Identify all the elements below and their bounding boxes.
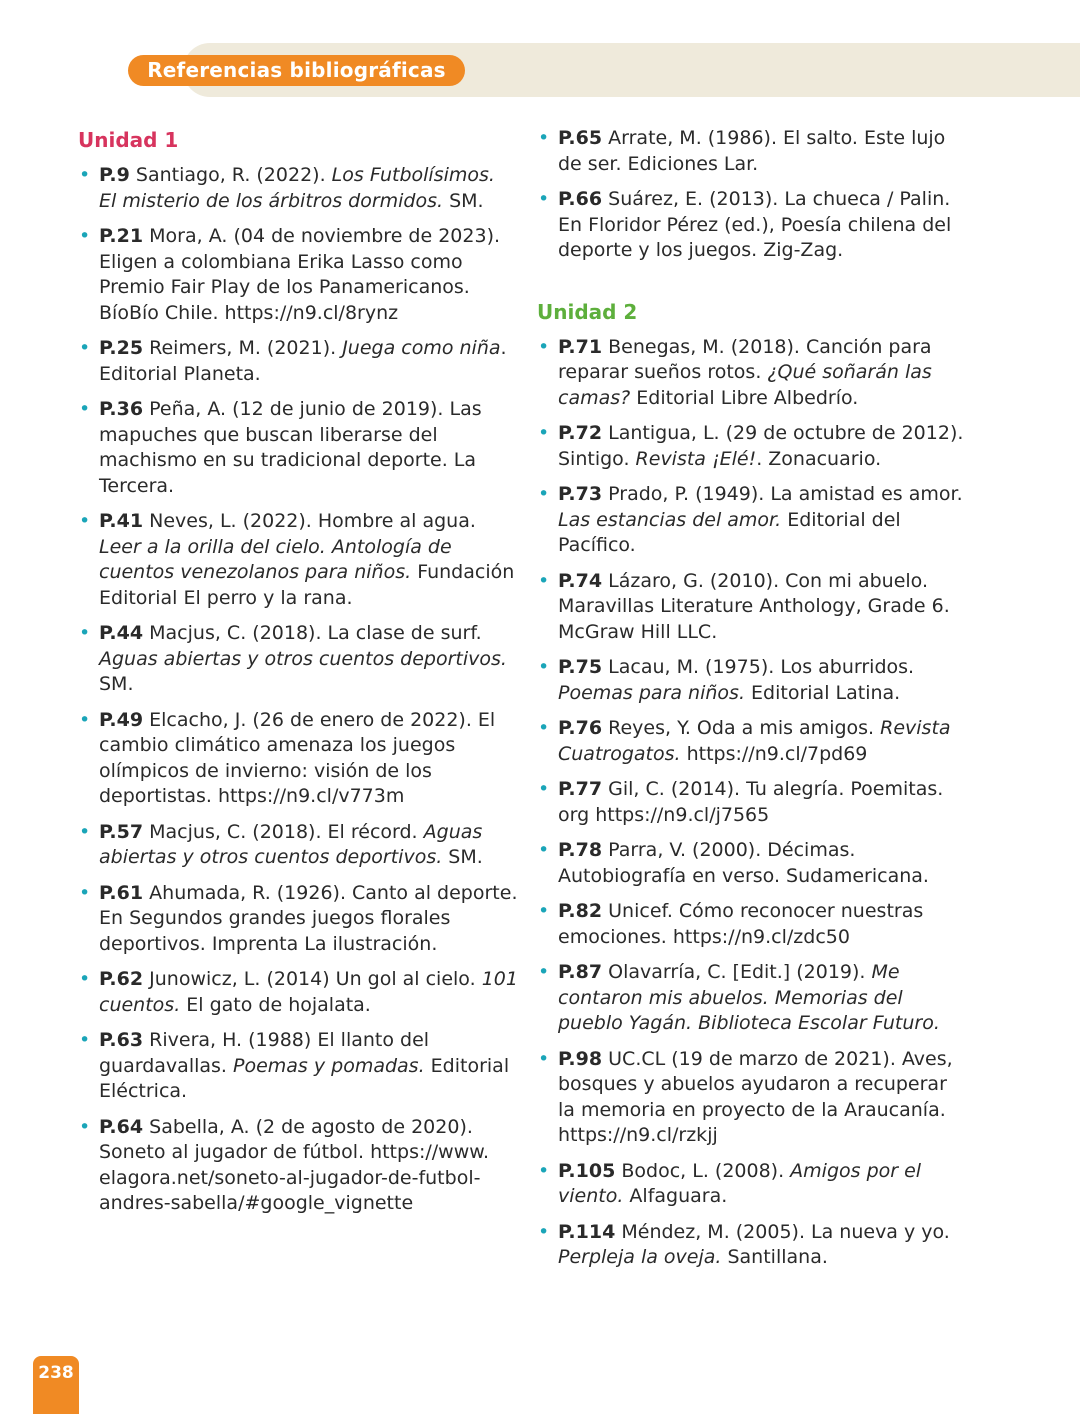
bullet-icon: • [538,717,550,739]
reference-item: • P.25 Reimers, M. (2021). Juega como niña. Editorial Planeta. [79,337,507,385]
reference-item: • P.61 Ahumada, R. (1926). Canto al deporte. En Segundos grandes juegos florales deportivos. Imprenta La ilustración. [79,881,518,955]
reference-item: • P.63 Rivera, H. (1988) El llanto del guardavallas. Poemas y pomadas. Editorial Eléctrica. [79,1029,510,1102]
section-spacer [537,274,967,298]
reference-page: P.9 [99,164,130,186]
reference-page: P.63 [99,1029,144,1051]
reference-item: • P.44 Macjus, C. (2018). La clase de surf. Aguas abiertas y otros cuentos deportivos. SM. [79,622,507,695]
reference-item: • P.78 Parra, V. (2000). Décimas. Autobiografía en verso. Sudamericana. [538,839,929,887]
reference-page: P.78 [558,839,603,861]
reference-page: P.66 [558,188,603,210]
reference-page: P.105 [558,1159,616,1182]
reference-page: P.41 [99,510,144,532]
bullet-icon: • [538,961,550,983]
reference-page: P.87 [558,961,603,983]
unit-1-title: Unidad 1 [78,128,179,152]
reference-item: • P.73 Prado, P. (1949). La amistad es amor. Las estancias del amor. Editorial del Pacífico. [538,483,963,556]
bullet-icon: • [79,225,91,247]
reference-page: P.61 [99,881,144,904]
bullet-icon: • [538,1047,550,1070]
unit-1-reference-list-continued [537,126,967,264]
reference-page: P.25 [99,337,144,359]
reference-page: P.64 [99,1115,144,1138]
page-title: Referencias bibliográficas [128,55,465,86]
bullet-icon: • [538,1159,550,1182]
bullet-icon: • [79,398,91,420]
bullet-icon: • [79,1115,91,1138]
unit-2-reference-list [537,335,967,1271]
bullet-icon: • [79,708,91,731]
reference-page: P.49 [99,708,144,731]
unit-2-title: Unidad 2 [537,299,638,324]
bullet-icon: • [538,188,550,210]
bullet-icon: • [538,1220,550,1243]
bullet-icon: • [538,422,550,444]
reference-page: P.98 [558,1047,603,1070]
bullet-icon: • [538,778,550,800]
bullet-icon: • [79,337,91,359]
bullet-icon: • [538,839,550,861]
reference-item: • P.74 Lázaro, G. (2010). Con mi abuelo. Maravillas Literature Anthology, Grade 6. McGraw Hill LLC. [538,569,950,643]
reference-page: P.62 [99,968,144,990]
reference-page: P.74 [558,569,603,592]
reference-page: P.36 [99,398,144,420]
reference-item: • P.71 Benegas, M. (2018). Canción para reparar sueños rotos. ¿Qué soñarán las camas? Editorial Libre Albedrío. [538,335,932,409]
reference-item: • P.105 Bodoc, L. (2008). Amigos por el viento. Alfaguara. [538,1159,922,1207]
reference-item: • P.77 Gil, C. (2014). Tu alegría. Poemitas. org https://n9.cl/j7565 [538,778,944,826]
reference-item: • P.62 Junowicz, L. (2014) Un gol al cielo. 101 cuentos. El gato de hojalata. [79,968,518,1016]
reference-page: P.21 [99,225,144,247]
reference-page: P.72 [558,422,603,444]
reference-item: • P.114 Méndez, M. (2005). La nueva y yo. Perpleja la oveja. Santillana. [538,1220,950,1268]
reference-item: • P.98 UC.CL (19 de marzo de 2021). Aves, bosques y abuelos ayudaron a recuperar la memoria en proyecto de la Araucanía. https://n9.cl/rzkjj [538,1047,953,1146]
bullet-icon: • [79,510,91,532]
right-column [537,126,967,1281]
reference-item: • P.76 Reyes, Y. Oda a mis amigos. Revista Cuatrogatos. https://n9.cl/7pd69 [538,717,951,765]
reference-item: • P.36 Peña, A. (12 de junio de 2019). Las mapuches que buscan liberarse del machismo en su tradicional deporte. La Tercera. [79,398,482,497]
page-number: 238 [33,1356,79,1414]
reference-page: P.73 [558,483,603,505]
reference-item: • P.57 Macjus, C. (2018). El récord. Aguas abiertas y otros cuentos deportivos. SM. [79,820,483,868]
unit-1-reference-list [78,163,518,1217]
reference-item: • P.72 Lantigua, L. (29 de octubre de 2012). Sintigo. Revista ¡Elé!. Zonacuario. [538,422,964,470]
reference-item: • P.65 Arrate, M. (1986). El salto. Este lujo de ser. Ediciones Lar. [538,127,946,175]
reference-page: P.44 [99,622,144,644]
reference-page: P.76 [558,717,603,739]
reference-item: • P.87 Olavarría, C. [Edit.] (2019). Me contaron mis abuelos. Memorias del pueblo Yagán. Biblioteca Escolar Futuro. [538,961,940,1034]
reference-item: • P.66 Suárez, E. (2013). La chueca / Palin. En Floridor Pérez (ed.), Poesía chilena del deporte y los juegos. Zig-Zag. [538,188,952,261]
bullet-icon: • [79,622,91,644]
bullet-icon: • [79,820,91,843]
bullet-icon: • [538,483,550,505]
bullet-icon: • [538,569,550,592]
bullet-icon: • [79,164,91,186]
reference-page: P.71 [558,335,603,358]
reference-page: P.75 [558,656,603,678]
bullet-icon: • [538,900,550,922]
reference-item: • P.49 Elcacho, J. (26 de enero de 2022). El cambio climático amenaza los juegos olímpicos de invierno: visión de los deportistas. https://n9.cl/v773m [79,708,496,807]
reference-item: • P.75 Lacau, M. (1975). Los aburridos. Poemas para niños. Editorial Latina. [538,656,915,704]
left-column [78,126,518,1227]
bullet-icon: • [79,881,91,904]
reference-item: • P.82 Unicef. Cómo reconocer nuestras emociones. https://n9.cl/zdc50 [538,900,924,948]
reference-page: P.114 [558,1220,616,1243]
reference-page: P.65 [558,127,603,149]
bullet-icon: • [79,968,91,990]
reference-page: P.77 [558,778,603,800]
bullet-icon: • [538,656,550,678]
reference-item: • P.64 Sabella, A. (2 de agosto de 2020). Soneto al jugador de fútbol. https://www. elagora.net/soneto-al-jugador-de-futbol-andres-sabella/#google_vignette [79,1115,490,1214]
bullet-icon: • [538,127,550,149]
reference-page: P.82 [558,900,603,922]
reference-item: • P.21 Mora, A. (04 de noviembre de 2023). Eligen a colombiana Erika Lasso como Premio Fair Play de los Panamericanos. BíoBío Chile. https://n9.cl/8rynz [79,225,501,324]
reference-item: • P.9 Santiago, R. (2022). Los Futbolísimos. El misterio de los árbitros dormidos. SM. [79,164,495,212]
reference-item: • P.41 Neves, L. (2022). Hombre al agua. Leer a la orilla del cielo. Antología de cuentos venezolanos para niños. Fundación Editorial El perro y la rana. [79,510,515,609]
bullet-icon: • [79,1029,91,1051]
reference-page: P.57 [99,820,144,843]
bullet-icon: • [538,335,550,358]
